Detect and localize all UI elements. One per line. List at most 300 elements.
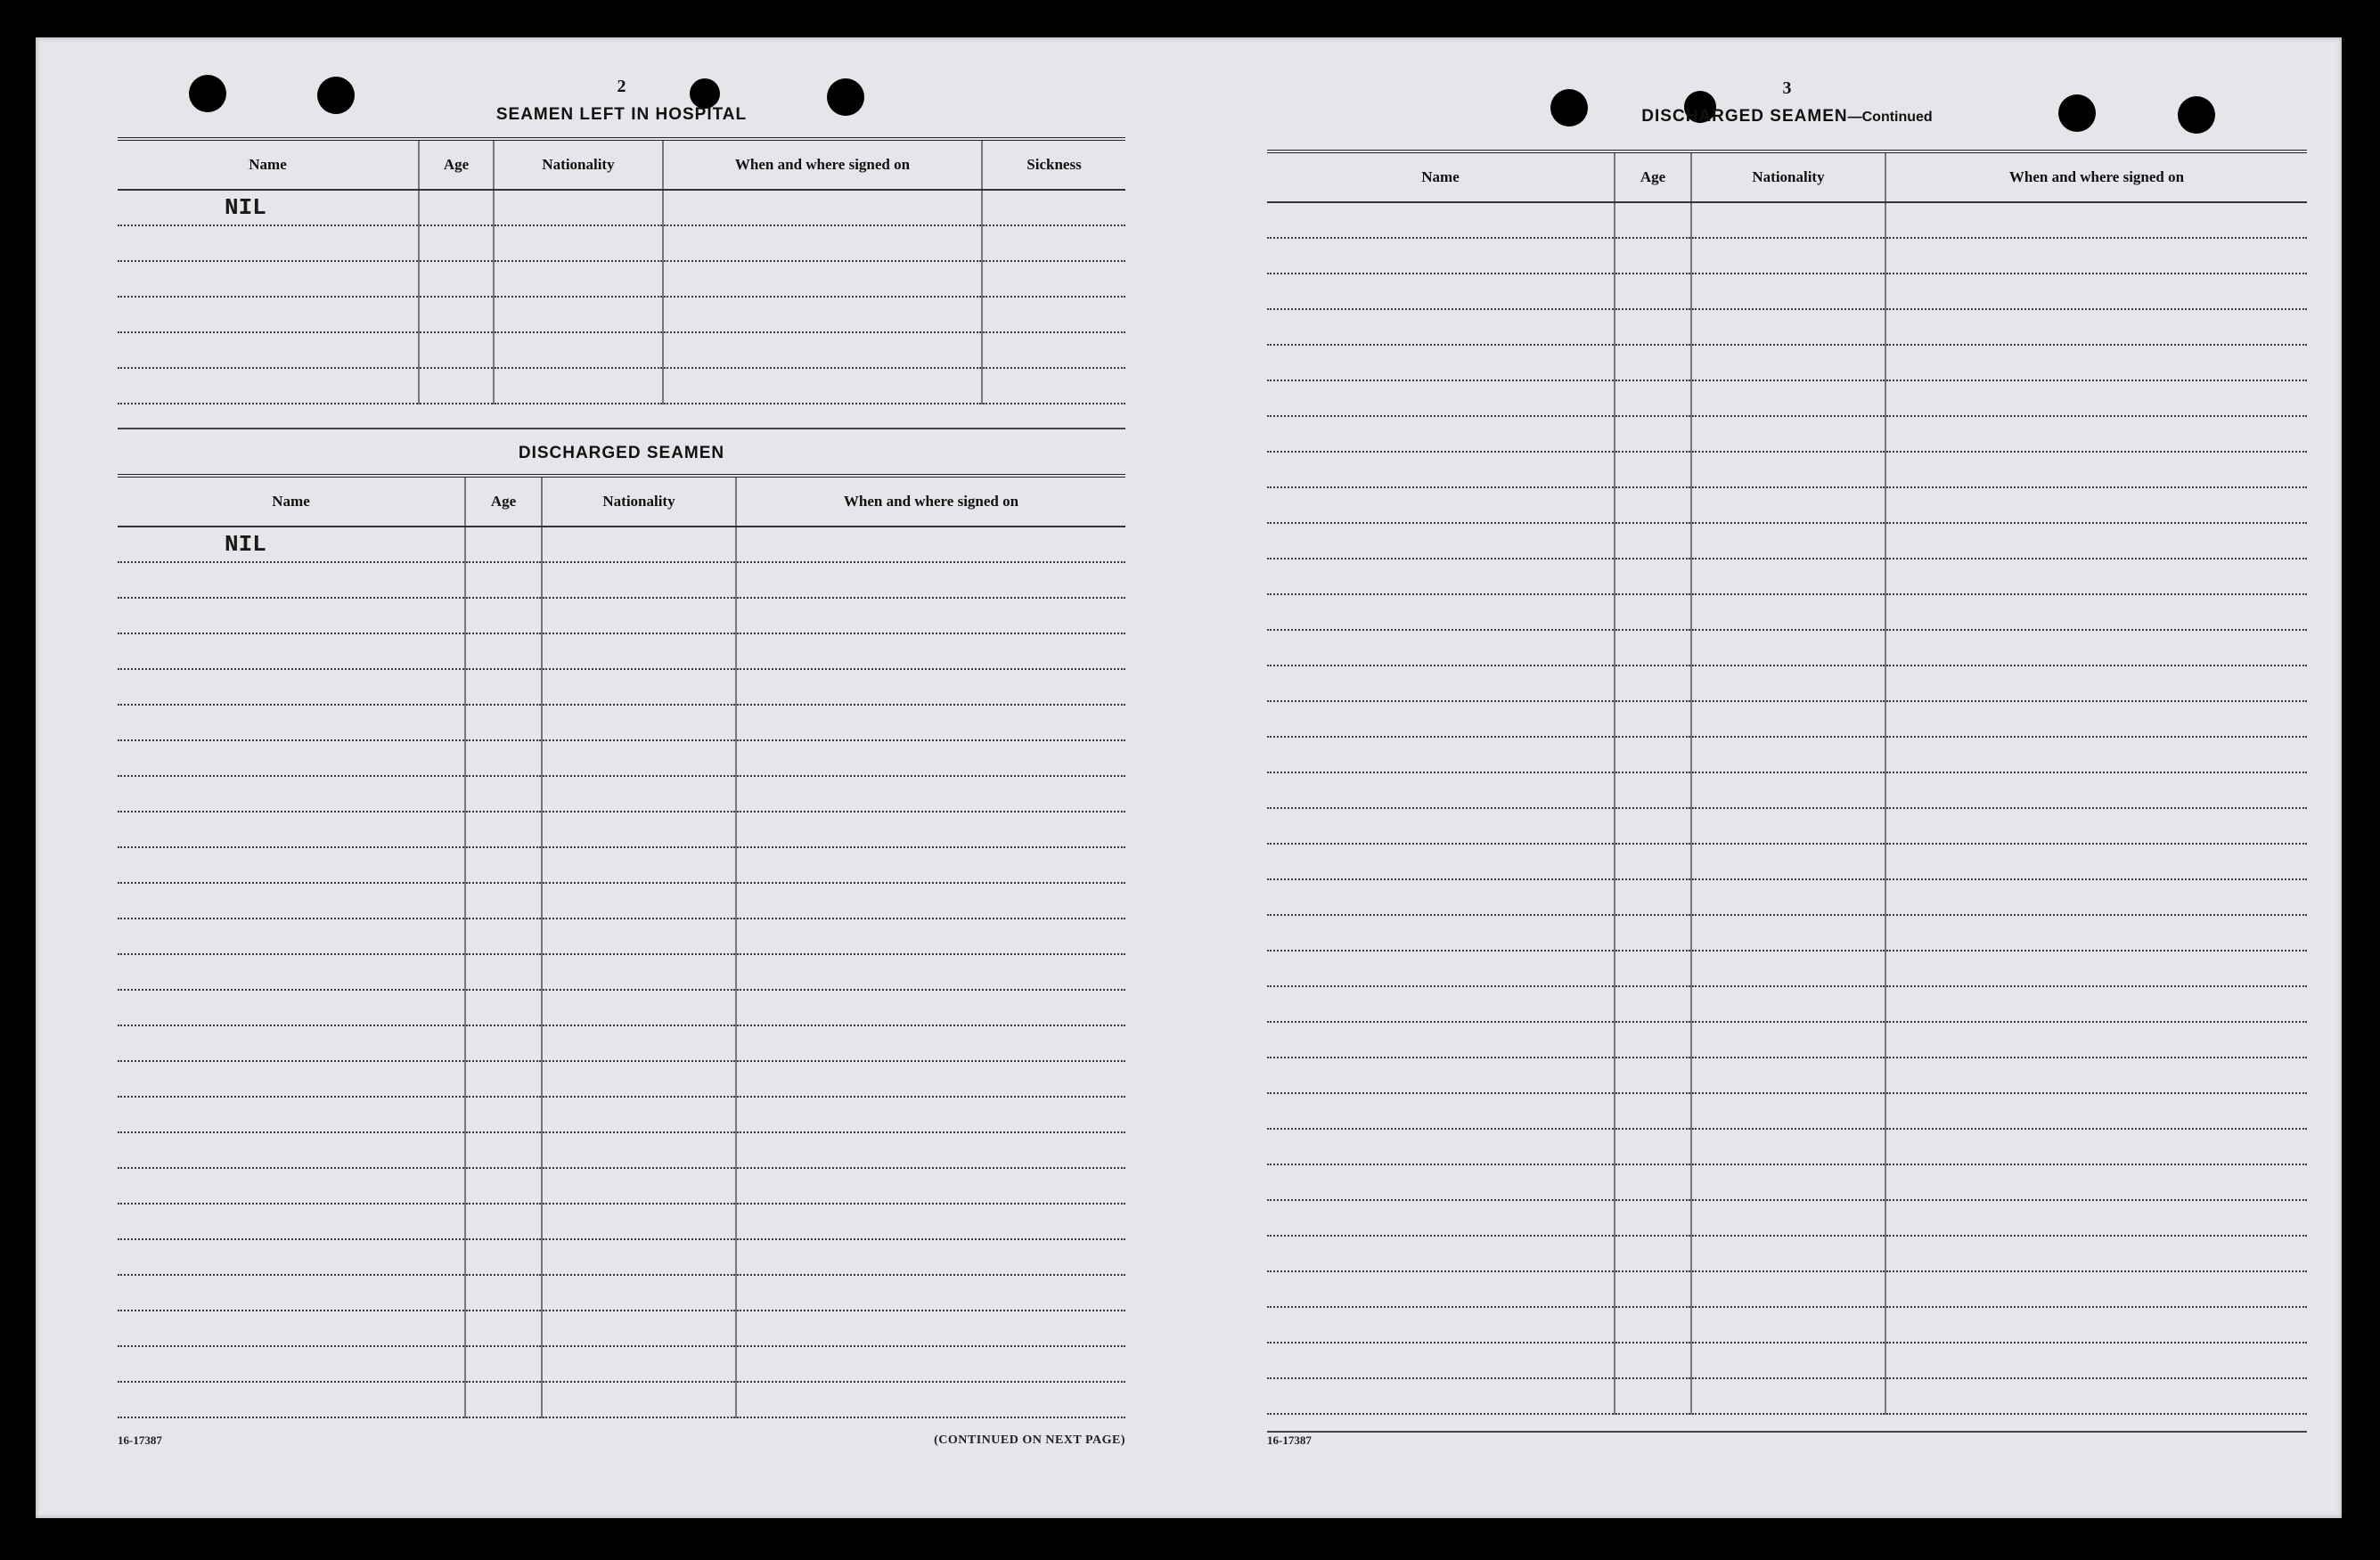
table-cell: [663, 297, 982, 332]
continued-note: (CONTINUED ON NEXT PAGE): [934, 1433, 1125, 1447]
hospital-table-body: [118, 190, 1125, 404]
table-row: [1267, 1022, 2307, 1058]
table-cell: [465, 669, 542, 705]
document-sheet: [36, 37, 2342, 1518]
table-cell: [1691, 1129, 1885, 1164]
table-cell: [1615, 951, 1691, 986]
table-cell: [1691, 1378, 1885, 1414]
table-cell: [663, 225, 982, 261]
table-row: [118, 990, 1125, 1025]
table-cell: [1267, 1200, 1615, 1236]
table-cell: [1267, 844, 1615, 879]
table-cell: [1267, 1129, 1615, 1164]
table-cell: [118, 332, 419, 368]
table-cell: [1691, 986, 1885, 1022]
table-cell: [1691, 1307, 1885, 1343]
table-cell: [465, 705, 542, 740]
table-cell: [1615, 1271, 1691, 1307]
table-cell: [1885, 1378, 2307, 1414]
table-cell: [1267, 1058, 1615, 1093]
table-cell: [542, 812, 736, 847]
table-cell: [419, 368, 494, 404]
table-row: [118, 190, 1125, 225]
table-cell: [1267, 309, 1615, 345]
table-cell: [1267, 879, 1615, 915]
table-cell: [1267, 559, 1615, 594]
table-row: [118, 225, 1125, 261]
table-cell: [118, 225, 419, 261]
table-cell: [736, 919, 1125, 954]
discharged-continued-table: [1267, 150, 2307, 1415]
table-cell: [1691, 1271, 1885, 1307]
table-cell: [1691, 1343, 1885, 1378]
table-row: [1267, 1200, 2307, 1236]
table-cell: [118, 669, 465, 705]
table-cell: [1267, 238, 1615, 274]
table-cell: [1885, 915, 2307, 951]
table-cell: [1885, 345, 2307, 380]
table-cell: [118, 1275, 465, 1311]
table-cell: [1885, 487, 2307, 523]
form-code: 16-17387: [118, 1433, 162, 1447]
table-cell: [1885, 238, 2307, 274]
table-cell: [1691, 416, 1885, 452]
table-cell: [1267, 202, 1615, 238]
table-cell: [736, 527, 1125, 562]
table-row: [1267, 1093, 2307, 1129]
table-cell: [1615, 1093, 1691, 1129]
table-cell: [1885, 202, 2307, 238]
table-cell: [542, 1382, 736, 1417]
table-cell: [1691, 274, 1885, 309]
table-row: [1267, 808, 2307, 844]
table-cell: [1615, 345, 1691, 380]
table-cell: [1615, 416, 1691, 452]
table-cell: [542, 954, 736, 990]
table-cell: [542, 1275, 736, 1311]
table-cell: [118, 633, 465, 669]
table-cell: [494, 225, 663, 261]
table-row: [1267, 487, 2307, 523]
table-cell: [542, 847, 736, 883]
table-cell: [1691, 202, 1885, 238]
table-cell: [1691, 701, 1885, 737]
table-cell: [1691, 523, 1885, 559]
table-cell: [1267, 380, 1615, 416]
table-cell: [982, 332, 1125, 368]
table-cell: [465, 1275, 542, 1311]
table-cell: [1691, 737, 1885, 772]
table-cell: [1615, 1164, 1691, 1200]
table-cell: [1885, 737, 2307, 772]
table-cell: [465, 527, 542, 562]
table-row: [1267, 772, 2307, 808]
table-cell: [1615, 452, 1691, 487]
table-row: [1267, 737, 2307, 772]
table-cell: [494, 368, 663, 404]
table-cell: [118, 297, 419, 332]
table-cell: [542, 633, 736, 669]
table-row: [118, 776, 1125, 812]
table-row: [1267, 915, 2307, 951]
table-cell: [1267, 345, 1615, 380]
table-cell: [736, 1239, 1125, 1275]
table-cell: [736, 1275, 1125, 1311]
table-cell: [1615, 238, 1691, 274]
table-cell: [1615, 666, 1691, 701]
table-row: [1267, 1271, 2307, 1307]
column-header: Nationality: [494, 141, 663, 190]
table-row: [118, 1168, 1125, 1204]
table-row: [1267, 523, 2307, 559]
table-row: [1267, 844, 2307, 879]
table-row: [1267, 1164, 2307, 1200]
table-cell: [1615, 630, 1691, 666]
table-cell: [465, 1311, 542, 1346]
table-cell: [1691, 1093, 1885, 1129]
table-cell: [1615, 844, 1691, 879]
table-row: [118, 1061, 1125, 1097]
table-cell: [1267, 951, 1615, 986]
page-number: 2: [617, 77, 626, 96]
table-cell: [1267, 416, 1615, 452]
table-cell: [1885, 309, 2307, 345]
table-row: [118, 527, 1125, 562]
table-row: [1267, 1307, 2307, 1343]
table-cell: [1615, 1022, 1691, 1058]
table-cell: [1267, 772, 1615, 808]
table-cell: NIL: [118, 527, 465, 562]
table-cell: [494, 190, 663, 225]
column-header: Nationality: [1691, 153, 1885, 202]
table-row: [1267, 1058, 2307, 1093]
table-cell: [118, 883, 465, 919]
table-cell: [1615, 1058, 1691, 1093]
table-cell: [542, 1204, 736, 1239]
table-cell: [982, 297, 1125, 332]
table-cell: [1691, 559, 1885, 594]
table-row: [1267, 1236, 2307, 1271]
table-cell: [982, 368, 1125, 404]
table-cell: [1267, 452, 1615, 487]
table-row: [118, 1382, 1125, 1417]
column-header: When and where signed on: [736, 478, 1125, 527]
table-cell: [465, 1061, 542, 1097]
table-cell: [494, 261, 663, 297]
table-cell: [1615, 1236, 1691, 1271]
table-cell: [1267, 1343, 1615, 1378]
discharged-continued-table-body: [1267, 202, 2307, 1414]
table-cell: [1267, 487, 1615, 523]
table-cell: [1691, 666, 1885, 701]
table-cell: [1885, 1307, 2307, 1343]
table-row: [1267, 879, 2307, 915]
table-cell: [1615, 202, 1691, 238]
table-cell: [736, 705, 1125, 740]
table-row: [1267, 452, 2307, 487]
table-cell: [1691, 1200, 1885, 1236]
table-cell: [542, 883, 736, 919]
table-cell: [465, 812, 542, 847]
table-cell: [663, 261, 982, 297]
table-cell: [1885, 772, 2307, 808]
table-cell: [1885, 1271, 2307, 1307]
table-cell: [118, 1132, 465, 1168]
table-row: [118, 740, 1125, 776]
table-row: [118, 297, 1125, 332]
table-cell: [1885, 380, 2307, 416]
table-cell: [736, 669, 1125, 705]
table-cell: [1885, 1164, 2307, 1200]
table-cell: [736, 1311, 1125, 1346]
table-cell: [1615, 737, 1691, 772]
table-cell: [465, 883, 542, 919]
table-cell: [1885, 701, 2307, 737]
table-row: [118, 847, 1125, 883]
table-cell: [419, 225, 494, 261]
table-cell: [1691, 487, 1885, 523]
table-cell: [736, 598, 1125, 633]
table-row: [1267, 951, 2307, 986]
table-cell: [465, 990, 542, 1025]
table-cell: [1885, 523, 2307, 559]
table-cell: [1267, 701, 1615, 737]
table-cell: [465, 776, 542, 812]
table-cell: [118, 740, 465, 776]
table-cell: [118, 1097, 465, 1132]
table-row: [118, 883, 1125, 919]
table-cell: [1615, 879, 1691, 915]
table-cell: [542, 1168, 736, 1204]
table-cell: [1691, 1236, 1885, 1271]
table-row: [1267, 1129, 2307, 1164]
table-cell: [736, 740, 1125, 776]
table-row: [1267, 1343, 2307, 1378]
table-cell: [465, 1204, 542, 1239]
table-cell: [1615, 309, 1691, 345]
table-cell: [465, 633, 542, 669]
table-cell: [1885, 1058, 2307, 1093]
column-header: Age: [419, 141, 494, 190]
table-cell: [1615, 380, 1691, 416]
table-cell: [1885, 666, 2307, 701]
table-cell: [1691, 630, 1885, 666]
table-cell: [118, 1025, 465, 1061]
table-row: [1267, 202, 2307, 238]
table-row: [1267, 416, 2307, 452]
table-row: [118, 1346, 1125, 1382]
section-rule: [118, 428, 1125, 429]
table-cell: [465, 562, 542, 598]
table-cell: [1885, 879, 2307, 915]
table-cell: [1615, 274, 1691, 309]
table-cell: [1615, 1343, 1691, 1378]
table-cell: [1615, 808, 1691, 844]
table-cell: [465, 740, 542, 776]
table-cell: [1885, 951, 2307, 986]
table-cell: [465, 1168, 542, 1204]
table-cell: [118, 562, 465, 598]
table-cell: [1267, 737, 1615, 772]
table-row: [118, 368, 1125, 404]
table-cell: [542, 990, 736, 1025]
table-cell: [1267, 274, 1615, 309]
column-header: Age: [1615, 153, 1691, 202]
table-cell: [1615, 1129, 1691, 1164]
table-cell: [465, 1382, 542, 1417]
table-row: [118, 1025, 1125, 1061]
table-cell: [118, 1239, 465, 1275]
table-cell: [542, 1132, 736, 1168]
table-cell: [736, 1097, 1125, 1132]
table-cell: [494, 297, 663, 332]
column-header: Nationality: [542, 478, 736, 527]
table-row: [118, 669, 1125, 705]
table-cell: [1267, 1236, 1615, 1271]
column-header: Sickness: [982, 141, 1125, 190]
table-cell: [1691, 594, 1885, 630]
table-cell: [118, 1346, 465, 1382]
table-cell: [1885, 844, 2307, 879]
table-cell: [1267, 986, 1615, 1022]
table-cell: [118, 919, 465, 954]
table-row: [118, 1239, 1125, 1275]
table-row: [118, 261, 1125, 297]
table-cell: [736, 1382, 1125, 1417]
table-cell: [465, 1097, 542, 1132]
table-cell: [1691, 1164, 1885, 1200]
table-cell: [542, 705, 736, 740]
column-header: Age: [465, 478, 542, 527]
table-cell: [1691, 951, 1885, 986]
table-cell: [542, 669, 736, 705]
table-row: [118, 598, 1125, 633]
table-cell: [1615, 594, 1691, 630]
table-row: [118, 562, 1125, 598]
table-cell: [736, 812, 1125, 847]
table-cell: [663, 190, 982, 225]
column-header: Name: [118, 141, 419, 190]
table-row: [1267, 701, 2307, 737]
table-row: [118, 1275, 1125, 1311]
table-row: [1267, 345, 2307, 380]
table-cell: [1885, 630, 2307, 666]
table-cell: [542, 1239, 736, 1275]
section-title-discharged-continued: [1267, 107, 2307, 127]
table-cell: [1615, 1307, 1691, 1343]
table-cell: [1691, 238, 1885, 274]
table-cell: [1267, 1022, 1615, 1058]
table-cell: [118, 261, 419, 297]
table-cell: [736, 633, 1125, 669]
table-cell: [982, 190, 1125, 225]
table-cell: [465, 1346, 542, 1382]
table-row: [118, 1311, 1125, 1346]
table-cell: [118, 1061, 465, 1097]
table-cell: [663, 368, 982, 404]
table-cell: [542, 1025, 736, 1061]
table-cell: [1267, 1378, 1615, 1414]
table-cell: [736, 1204, 1125, 1239]
table-row: [118, 332, 1125, 368]
table-cell: [1691, 772, 1885, 808]
table-cell: [494, 332, 663, 368]
form-code: 16-17387: [1267, 1433, 1312, 1447]
table-cell: [419, 190, 494, 225]
table-row: [1267, 1378, 2307, 1414]
table-cell: [1615, 701, 1691, 737]
table-cell: [542, 919, 736, 954]
table-cell: [465, 1025, 542, 1061]
table-cell: [118, 776, 465, 812]
column-header: Name: [118, 478, 465, 527]
table-cell: [1691, 452, 1885, 487]
table-row: [1267, 559, 2307, 594]
table-cell: [1615, 986, 1691, 1022]
table-cell: [736, 1132, 1125, 1168]
table-cell: [542, 562, 736, 598]
table-cell: [1615, 487, 1691, 523]
table-row: [1267, 666, 2307, 701]
table-cell: [1267, 1307, 1615, 1343]
section-rule: [1267, 1431, 2307, 1433]
table-row: [1267, 380, 2307, 416]
table-cell: [1885, 1093, 2307, 1129]
table-cell: [1691, 345, 1885, 380]
table-row: [118, 919, 1125, 954]
table-cell: [419, 332, 494, 368]
table-cell: [1691, 844, 1885, 879]
table-cell: [118, 812, 465, 847]
table-cell: [542, 1311, 736, 1346]
table-cell: [1615, 523, 1691, 559]
discharged-table-body: [118, 527, 1125, 1417]
section-title-discharged: DISCHARGED SEAMEN: [518, 444, 725, 462]
table-cell: [542, 776, 736, 812]
table-cell: [419, 261, 494, 297]
table-cell: [542, 527, 736, 562]
table-cell: [1885, 559, 2307, 594]
hospital-table-header: [118, 141, 1125, 190]
table-cell: [118, 598, 465, 633]
table-cell: [736, 1346, 1125, 1382]
table-cell: [118, 990, 465, 1025]
table-cell: [1267, 915, 1615, 951]
table-cell: [1885, 416, 2307, 452]
table-cell: [118, 705, 465, 740]
table-cell: [736, 1168, 1125, 1204]
table-cell: [1885, 986, 2307, 1022]
section-title-text: DISCHARGED SEAMEN: [1641, 107, 1848, 126]
discharged-continued-table-header: [1267, 153, 2307, 202]
table-cell: [1267, 594, 1615, 630]
table-row: [118, 954, 1125, 990]
table-cell: [736, 562, 1125, 598]
table-row: [118, 1132, 1125, 1168]
table-cell: [1267, 1271, 1615, 1307]
table-cell: [982, 261, 1125, 297]
table-cell: [419, 297, 494, 332]
right-page: [1267, 37, 2307, 1518]
table-row: [118, 1097, 1125, 1132]
left-page: [118, 37, 1125, 1518]
table-cell: [118, 954, 465, 990]
table-row: [118, 705, 1125, 740]
table-cell: [1267, 1093, 1615, 1129]
table-cell: [118, 368, 419, 404]
table-cell: [1615, 1378, 1691, 1414]
discharged-table: [118, 474, 1125, 1418]
